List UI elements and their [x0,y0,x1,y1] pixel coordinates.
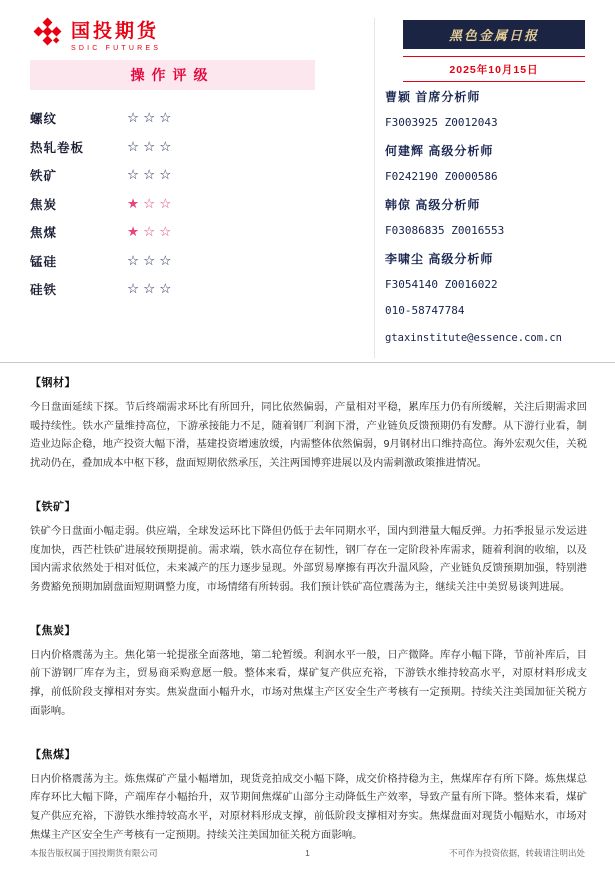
sdic-logo-icon [30,17,64,51]
report-title: 黑色金属日报 [403,20,585,49]
company-logo [30,16,161,52]
analyst-name: 李啸尘 高级分析师 [385,252,494,266]
analysts-panel [385,88,590,344]
ratings-list [30,104,315,304]
rating-row [30,247,315,276]
page-footer [30,847,585,859]
rating-product-name: 螺纹 [30,112,58,127]
report-date-box [403,56,585,82]
brand-name-cn: 国投期货 [71,21,160,42]
footer-disclaimer: 不可作为投资依据，转载请注明出处 [448,848,585,858]
brand-name-en: SDIC FUTURES [71,45,162,52]
rating-product-name: 铁矿 [30,169,58,184]
rating-product-name: 焦炭 [30,197,58,212]
rating-stars: ★☆☆ [127,195,176,211]
analyst-name: 韩倞 高级分析师 [385,198,481,212]
rating-stars: ☆☆☆ [127,110,176,126]
rating-stars: ☆☆☆ [127,167,176,183]
analyst-code: F3054140 Z0016022 [385,278,498,291]
section-divider [0,362,615,363]
section-heading: 【焦煤】 [30,748,76,761]
page-number: 1 [305,848,310,858]
section-heading: 【铁矿】 [30,500,76,513]
section-paragraph: 铁矿今日盘面小幅走弱。供应端，全球发运环比下降但仍低于去年同期水平，国内到港量大幅反弹。力拓季报显示发运进度加快，西芒杜铁矿进展较预期提前。需求端，铁水高位存在韧性，钢厂存在一定阶段补库需求，随着利润的收缩，以及国内需求依然处于相对低位，未来减产的压力逐步显现。外部贸易摩擦有再次升温风险，产业链负反馈预期加强，特别港务费豁免预期加剧盘面短期调整力度，市场情绪有所转弱。我们预计铁矿高位震荡为主，继续关注中美贸易谈判进展。 [30,525,587,594]
section-paragraph: 日内价格震荡为主。炼焦煤矿产量小幅增加，现货竞拍成交小幅下降，成交价格持稳为主，焦煤库存有所下降。炼焦煤总库存环比大幅下降，产端库存小幅抬升，双节期间焦煤矿山部分主动降低生产效率，导致产量有所下降。整体来看，煤矿复产供应充裕，下游铁水维持较高水平，对原材料形成支撑，前低阶段支撑相对夯实。焦煤盘面对现货小幅贴水，市场对焦煤主产区安全生产考核有一定预期。持续关注美国加征关税方面影响。 [30,773,587,841]
analyst-code: F0242190 Z0000586 [385,170,498,183]
rating-product-name: 硅铁 [30,283,58,298]
rating-row [30,161,315,190]
section-paragraph: 今日盘面延续下探。节后终端需求环比有所回升，同比依然偏弱，产量相对平稳，累库压力仍有所缓解，关注后期需求回暖持续性。铁水产量维持高位，下游承接能力不足，随着钢厂利润下滑，产业链负反馈预期仍有发酵。从下游行业看，制造业边际企稳，地产投资大幅下滑，基建投资增速放缓，内需整体依然偏弱，9月钢材出口维持高位。海外宏观欠佳，关税扰动仍在，叠加成本中枢下移，盘面短期依然承压，关注两国博弈进展以及内需刺激政策推进情况。 [30,402,587,470]
report-body [30,374,587,870]
section-coking-coal [30,746,587,846]
footer-copyright: 本报告版权属于国投期货有限公司 [30,848,158,858]
analyst-code: F03086835 Z0016553 [385,224,505,237]
section-paragraph: 日内价格震荡为主。焦化第一轮提涨全面落地，第二轮暂缓。利润水平一般，日产微降。库存小幅下降，节前补库后，目前下游钢厂库存为主，贸易商采购意愿一般。整体来看，煤矿复产供应充裕，下游铁水维持较高水平，对原材料形成支撑，前低阶段支撑相对夯实。焦炭盘面小幅升水，市场对焦煤主产区安全生产考核有一定预期。持续关注美国加征关税方面影响。 [30,649,587,717]
rating-stars: ★☆☆ [127,224,176,240]
rating-product-name: 锰硅 [30,254,58,269]
rating-row [30,133,315,162]
rating-row [30,190,315,219]
contact-email: gtaxinstitute@essence.com.cn [385,332,563,344]
rating-row [30,104,315,133]
section-coke [30,622,587,722]
ratings-panel [30,60,315,304]
rating-product-name: 焦煤 [30,226,58,241]
column-divider [374,18,375,358]
rating-row [30,275,315,304]
ratings-title: 操作评级 [30,60,315,90]
rating-product-name: 热轧卷板 [30,140,85,155]
rating-stars: ☆☆☆ [127,138,176,154]
contact-phone: 010-58747784 [385,304,465,317]
report-date: 2025年10月15日 [449,64,539,76]
analyst-name: 何建辉 高级分析师 [385,144,494,158]
analyst-name: 曹颖 首席分析师 [385,90,481,104]
rating-row [30,218,315,247]
report-header [403,20,585,82]
analyst-code: F3003925 Z0012043 [385,116,498,129]
section-heading: 【焦炭】 [30,624,76,637]
section-heading: 【钢材】 [30,377,76,389]
rating-stars: ☆☆☆ [127,281,176,297]
section-steel [30,374,587,474]
rating-stars: ☆☆☆ [127,252,176,268]
section-iron-ore [30,498,587,598]
